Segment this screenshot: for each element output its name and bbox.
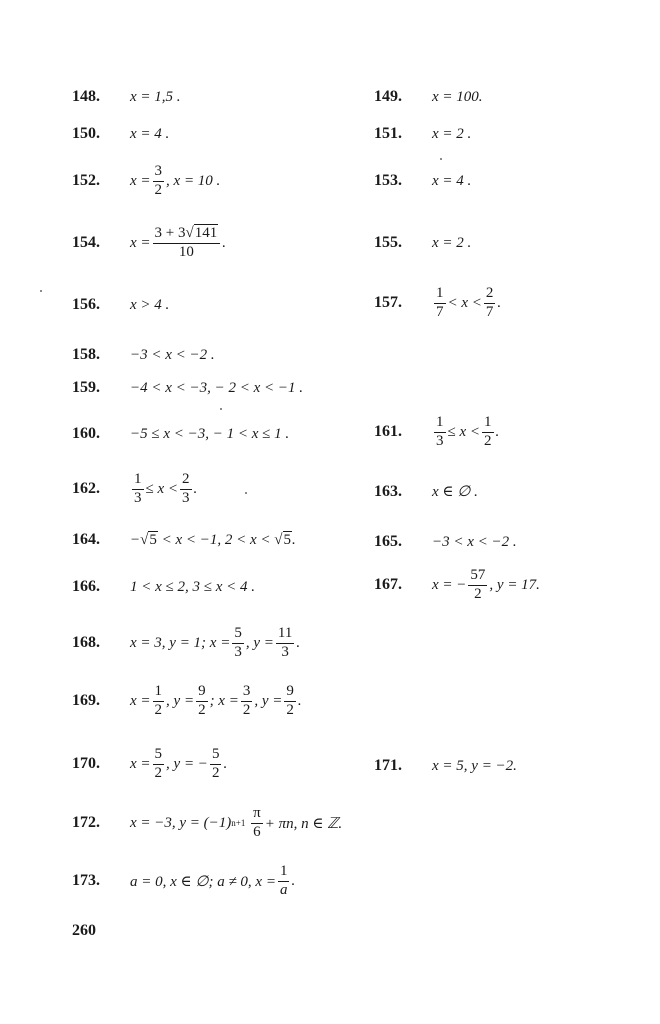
answer-number: 160.	[72, 425, 100, 442]
expr-text: .	[223, 755, 228, 772]
answer-number: 172.	[72, 814, 100, 832]
answer-172	[72, 806, 342, 841]
answer-expression: x = 2 .	[432, 125, 472, 142]
expr-text: .	[497, 294, 502, 311]
fraction	[434, 415, 446, 450]
numerator: 2	[180, 472, 192, 490]
answer-158	[72, 346, 215, 364]
answer-150	[72, 125, 169, 143]
expr-text: x = 3, y = 1; x =	[130, 634, 231, 651]
answer-number: 171.	[374, 757, 402, 774]
fraction	[482, 415, 494, 450]
denominator: 3	[436, 432, 444, 449]
radicand: 141	[194, 225, 218, 241]
answer-149	[374, 88, 483, 106]
answer-expression: x > 4 .	[130, 296, 170, 313]
denominator: 2	[484, 432, 492, 449]
denominator: 2	[198, 701, 206, 718]
answer-expression: −3 < x < −2 .	[130, 346, 215, 363]
expr-text: , y = −	[166, 755, 208, 772]
page-number: 260	[72, 922, 96, 939]
numerator: 3	[153, 164, 165, 182]
expr-text: −	[130, 531, 141, 548]
fraction	[232, 626, 244, 661]
expr-text: ≤ x <	[447, 423, 481, 440]
answer-151	[374, 125, 471, 143]
answer-number: 165.	[374, 533, 402, 550]
answer-number: 161.	[374, 423, 402, 441]
answer-169	[72, 684, 302, 719]
answer-173	[72, 864, 295, 899]
numerator: 1	[278, 864, 290, 882]
answer-number: 157.	[374, 294, 402, 312]
scan-speck	[40, 290, 42, 292]
answer-number: 170.	[72, 755, 100, 773]
numerator: π	[251, 806, 263, 824]
denominator: 3	[182, 489, 190, 506]
numerator	[153, 226, 221, 244]
answer-number: 148.	[72, 88, 100, 105]
answer-number: 150.	[72, 125, 100, 142]
expr-text: , y =	[254, 692, 283, 709]
answer-expression: −4 < x < −3, − 2 < x < −1 .	[130, 379, 304, 396]
expr-text: .	[222, 234, 226, 251]
answer-162	[72, 472, 197, 507]
expr-text: .	[296, 634, 301, 651]
answer-expression: x = 100.	[432, 88, 483, 105]
fraction	[132, 472, 144, 507]
expr-text: < x <	[447, 294, 482, 311]
answer-152	[72, 164, 220, 199]
answer-167	[374, 568, 540, 603]
expr-text: x = −3, y = (−1)	[130, 814, 232, 831]
fraction	[284, 684, 296, 719]
answer-157	[374, 286, 501, 321]
denominator: 2	[242, 701, 251, 718]
numerator: 5	[210, 747, 222, 765]
denominator: a	[279, 881, 288, 898]
answer-expression: −3 < x < −2 .	[432, 533, 517, 550]
radicand: 5	[283, 531, 292, 548]
answer-number: 153.	[374, 172, 402, 189]
expr-text: < x < −1, 2 < x <	[161, 531, 271, 548]
expr-text: .	[495, 423, 500, 440]
scan-speck	[220, 408, 222, 410]
numerator: 1	[482, 415, 494, 433]
denominator: 7	[436, 303, 444, 320]
expr-text: + πn, n ∈ ℤ.	[264, 815, 343, 832]
answer-expression: x ∈ ∅ .	[432, 484, 478, 500]
denominator: 2	[211, 764, 220, 781]
answer-expression: −5 ≤ x < −3, − 1 < x ≤ 1 .	[130, 425, 290, 442]
expr-text: .	[291, 872, 296, 889]
fraction	[153, 226, 221, 261]
fraction	[180, 472, 192, 507]
answer-161	[374, 415, 499, 450]
denominator: 2	[286, 701, 294, 718]
answer-163	[374, 482, 478, 501]
fraction	[153, 164, 165, 199]
answer-expression: x = 1,5 .	[130, 88, 181, 105]
denominator: 2	[154, 181, 163, 198]
numerator: 9	[284, 684, 296, 702]
expr-text: , y =	[245, 634, 274, 651]
answer-number: 158.	[72, 346, 100, 363]
answer-159	[72, 379, 303, 397]
answer-168	[72, 626, 300, 661]
expr-text: ; x =	[209, 692, 239, 709]
expr-text: x =	[130, 172, 151, 189]
denominator: 2	[154, 764, 163, 781]
denominator: 3	[281, 643, 289, 660]
expr-text: .	[193, 480, 198, 497]
fraction	[278, 864, 290, 899]
denominator: 6	[253, 823, 261, 840]
numerator: 9	[196, 684, 208, 702]
answer-165	[374, 533, 517, 551]
scan-speck	[245, 492, 247, 494]
answer-number: 167.	[374, 576, 402, 594]
fraction	[276, 626, 294, 661]
numerator: 57	[468, 568, 487, 586]
answer-number: 156.	[72, 296, 100, 313]
answer-171	[374, 757, 517, 775]
denominator: 3	[234, 643, 242, 660]
answer-expression: x = 4 .	[130, 125, 170, 142]
denominator: 10	[178, 243, 194, 260]
answer-148	[72, 88, 181, 106]
fraction	[210, 747, 222, 782]
answer-160	[72, 425, 289, 443]
fraction	[251, 806, 263, 841]
answer-expression: 1 < x ≤ 2, 3 ≤ x < 4 .	[130, 578, 256, 595]
numerator: 1	[132, 472, 144, 490]
answer-166	[72, 578, 255, 596]
sqrt-symbol: √141	[185, 225, 218, 241]
expr-text: , y =	[166, 692, 195, 709]
numerator: 5	[232, 626, 244, 644]
expr-text: , y = 17.	[489, 576, 540, 593]
fraction	[196, 684, 208, 719]
expr-text: ≤ x <	[145, 480, 179, 497]
answer-number: 164.	[72, 531, 100, 548]
denominator: 7	[485, 303, 494, 320]
sqrt-symbol: √5	[140, 531, 157, 548]
numerator: 2	[484, 286, 496, 304]
answer-number: 154.	[72, 234, 100, 252]
fraction	[153, 747, 165, 782]
numerator: 3	[241, 684, 253, 702]
expr-text: x = −	[432, 576, 467, 593]
expr-text: a = 0, x ∈ ∅; a ≠ 0, x =	[130, 873, 276, 890]
answer-number: 159.	[72, 379, 100, 396]
numerator: 1	[434, 415, 446, 433]
numerator: 5	[153, 747, 165, 765]
exponent: n+1	[231, 818, 246, 829]
expr-text: , x = 10 .	[166, 172, 221, 189]
answer-number: 163.	[374, 482, 402, 500]
expr-text: .	[297, 692, 302, 709]
answer-164	[72, 531, 296, 549]
radicand: 5	[149, 531, 157, 548]
denominator: 2	[154, 701, 163, 718]
fraction	[434, 286, 446, 321]
answer-number: 162.	[72, 480, 100, 498]
answer-number: 149.	[374, 88, 402, 105]
answer-expression: x = 5, y = −2.	[432, 757, 517, 774]
fraction	[484, 286, 496, 321]
scan-speck	[440, 158, 442, 160]
denominator: 2	[474, 585, 482, 602]
answer-number: 152.	[72, 172, 100, 190]
answer-expression: x = 4 .	[432, 172, 472, 189]
denominator: 3	[134, 489, 142, 506]
answer-170	[72, 747, 227, 782]
answer-number: 168.	[72, 634, 100, 652]
expr-text: x =	[130, 755, 151, 772]
numerator: 1	[153, 684, 165, 702]
answer-number: 173.	[72, 872, 100, 890]
answer-expression: x = 2 .	[432, 234, 472, 251]
numerator-text: 3 + 3	[154, 225, 186, 241]
numerator: 11	[276, 626, 294, 644]
expr-text: .	[292, 531, 296, 548]
answer-154	[72, 226, 226, 261]
answer-number: 151.	[374, 125, 402, 142]
fraction	[241, 684, 253, 719]
numerator: 1	[434, 286, 446, 304]
fraction	[468, 568, 487, 603]
fraction	[153, 684, 165, 719]
sqrt-symbol: √5	[274, 531, 292, 548]
answer-153	[374, 172, 471, 190]
expr-text: x =	[130, 234, 151, 251]
answer-155	[374, 234, 471, 252]
answer-156	[72, 296, 169, 314]
answer-number: 166.	[72, 578, 100, 595]
answer-number: 169.	[72, 692, 100, 710]
expr-text: x =	[130, 692, 151, 709]
answer-number: 155.	[374, 234, 402, 251]
